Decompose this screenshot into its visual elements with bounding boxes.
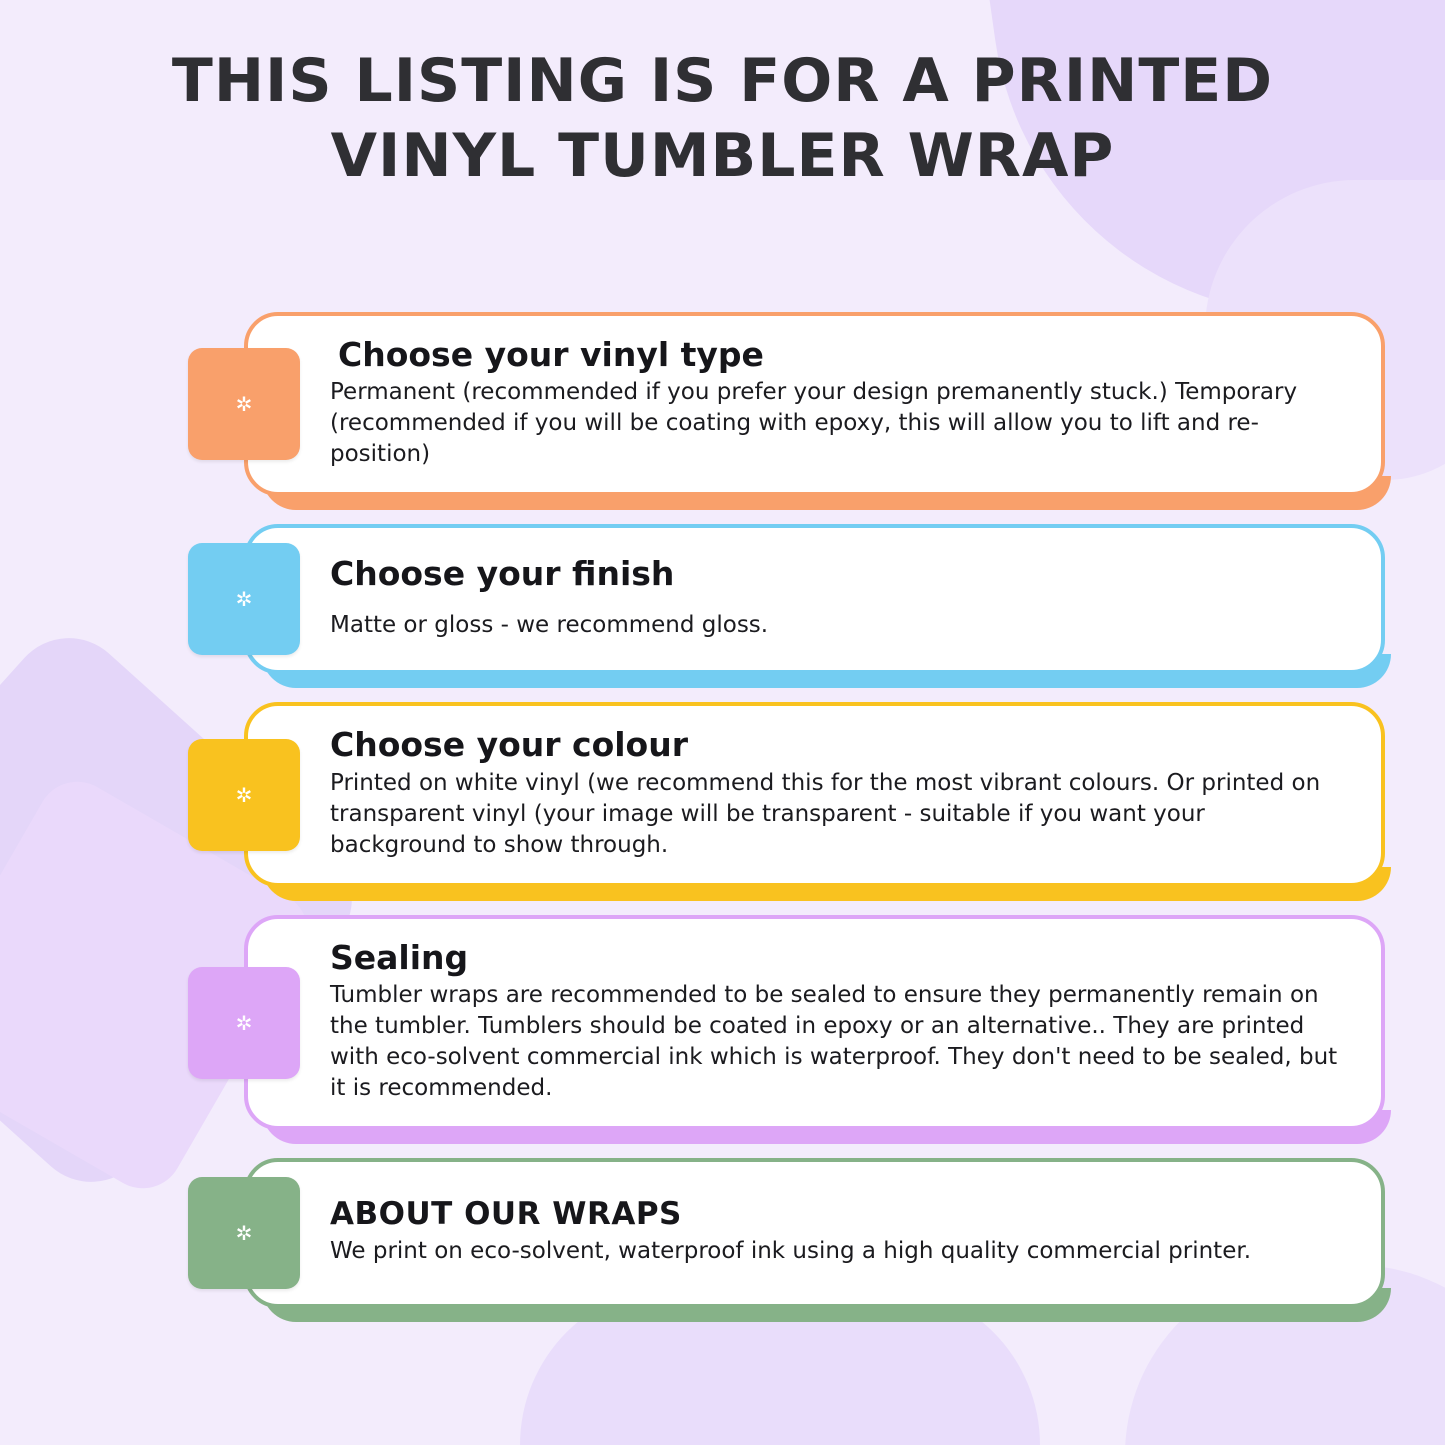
section-title: ABOUT OUR WRAPS bbox=[330, 1196, 682, 1233]
section-title: Choose your colour bbox=[330, 725, 688, 765]
section-card bbox=[244, 915, 1385, 1130]
section-row bbox=[60, 702, 1385, 886]
section-title: Choose your finish bbox=[330, 554, 675, 594]
section-row bbox=[60, 915, 1385, 1130]
section-card bbox=[244, 1158, 1385, 1308]
section-icon-badge bbox=[188, 967, 300, 1079]
asterisk-icon: ✲ bbox=[235, 782, 253, 807]
section-card bbox=[244, 702, 1385, 886]
section-icon-badge bbox=[188, 1177, 300, 1289]
section-body: Permanent (recommended if you prefer your design premanently stuck.) Temporary (recommended if you will be coating with epoxy, this will allow you to lift and re-position) bbox=[330, 379, 1298, 468]
section-row bbox=[60, 312, 1385, 496]
section-title: Choose your vinyl type bbox=[338, 335, 764, 374]
sections-list bbox=[60, 312, 1385, 1308]
section-card-wrapper bbox=[244, 1158, 1385, 1308]
asterisk-icon: ✲ bbox=[235, 587, 253, 612]
section-card bbox=[244, 524, 1385, 674]
section-body: Printed on white vinyl (we recommend this for the most vibrant colours. Or printed on transparent vinyl (your image will be transparent - suitable if you want your background to show through. bbox=[330, 769, 1321, 858]
asterisk-icon: ✲ bbox=[235, 1221, 253, 1246]
section-card-wrapper bbox=[244, 524, 1385, 674]
section-card-wrapper bbox=[244, 312, 1385, 496]
section-body: Matte or gloss - we recommend gloss. bbox=[330, 612, 769, 639]
section-title: Sealing bbox=[330, 937, 469, 977]
section-icon-badge bbox=[188, 348, 300, 460]
section-card bbox=[244, 312, 1385, 496]
section-icon-badge bbox=[188, 739, 300, 851]
page-title: THIS LISTING IS FOR A PRINTED VINYL TUMBLER WRAP bbox=[171, 46, 1274, 191]
asterisk-icon: ✲ bbox=[235, 392, 253, 417]
section-body: We print on eco-solvent, waterproof ink using a high quality commercial printer. bbox=[330, 1238, 1252, 1265]
section-card-wrapper bbox=[244, 915, 1385, 1130]
section-row bbox=[60, 524, 1385, 674]
section-card-wrapper bbox=[244, 702, 1385, 886]
section-row bbox=[60, 1158, 1385, 1308]
section-body: Tumbler wraps are recommended to be sealed to ensure they permanently remain on the tumbler. Tumblers should be coated in epoxy or an alternative.. They are printed with eco-solvent commercial ink which is waterproof. They don't need to be sealed, but it is recommended. bbox=[330, 982, 1338, 1102]
asterisk-icon: ✲ bbox=[235, 1010, 253, 1035]
section-icon-badge bbox=[188, 543, 300, 655]
